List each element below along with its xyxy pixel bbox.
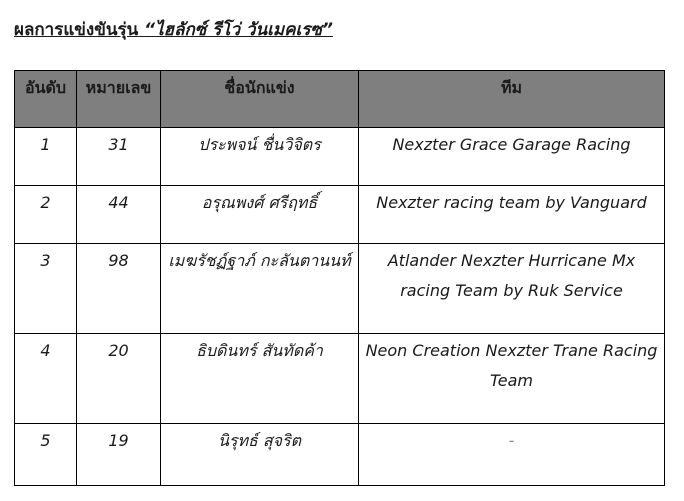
cell-number: 31 — [77, 128, 161, 186]
column-header-rank: อันดับ — [15, 71, 77, 128]
page-heading — [14, 16, 333, 43]
cell-rank: 2 — [15, 186, 77, 244]
cell-rank: 5 — [15, 424, 77, 486]
cell-driver-name: เมฆรัชฏ์ฐาภ์ กะลันตานนท์ — [161, 244, 359, 334]
column-header-driver-name: ชื่อนักแข่ง — [161, 71, 359, 128]
cell-team: Atlander Nexzter Hurricane Mx racing Team by Ruk Service — [359, 244, 665, 334]
cell-team: Nexzter racing team by Vanguard — [359, 186, 665, 244]
cell-number: 44 — [77, 186, 161, 244]
results-table — [14, 70, 665, 486]
column-header-number: หมายเลข — [77, 71, 161, 128]
cell-team: Nexzter Grace Garage Racing — [359, 128, 665, 186]
table-header-row — [15, 71, 665, 128]
cell-rank: 3 — [15, 244, 77, 334]
column-header-team: ทีม — [359, 71, 665, 128]
heading-prefix: ผลการแข่งขันรุ่น — [14, 20, 139, 40]
cell-number: 20 — [77, 334, 161, 424]
table-row — [15, 244, 665, 334]
cell-driver-name: ประพจน์ ชื่นวิจิตร — [161, 128, 359, 186]
cell-team: Neon Creation Nexzter Trane Racing Team — [359, 334, 665, 424]
cell-rank: 1 — [15, 128, 77, 186]
cell-team: - — [359, 424, 665, 486]
table-row — [15, 424, 665, 486]
heading-series-name: “ไฮลักซ์ รีโว่ วันเมคเรซ” — [144, 20, 333, 40]
table-row — [15, 128, 665, 186]
cell-driver-name: ธิบดินทร์ สันทัดค้า — [161, 334, 359, 424]
cell-driver-name: อรุณพงศ์ ศรีฤทธิ์ — [161, 186, 359, 244]
cell-number: 98 — [77, 244, 161, 334]
cell-number: 19 — [77, 424, 161, 486]
table-row — [15, 334, 665, 424]
cell-rank: 4 — [15, 334, 77, 424]
table-row — [15, 186, 665, 244]
cell-driver-name: นิรุทธ์ สุจริต — [161, 424, 359, 486]
